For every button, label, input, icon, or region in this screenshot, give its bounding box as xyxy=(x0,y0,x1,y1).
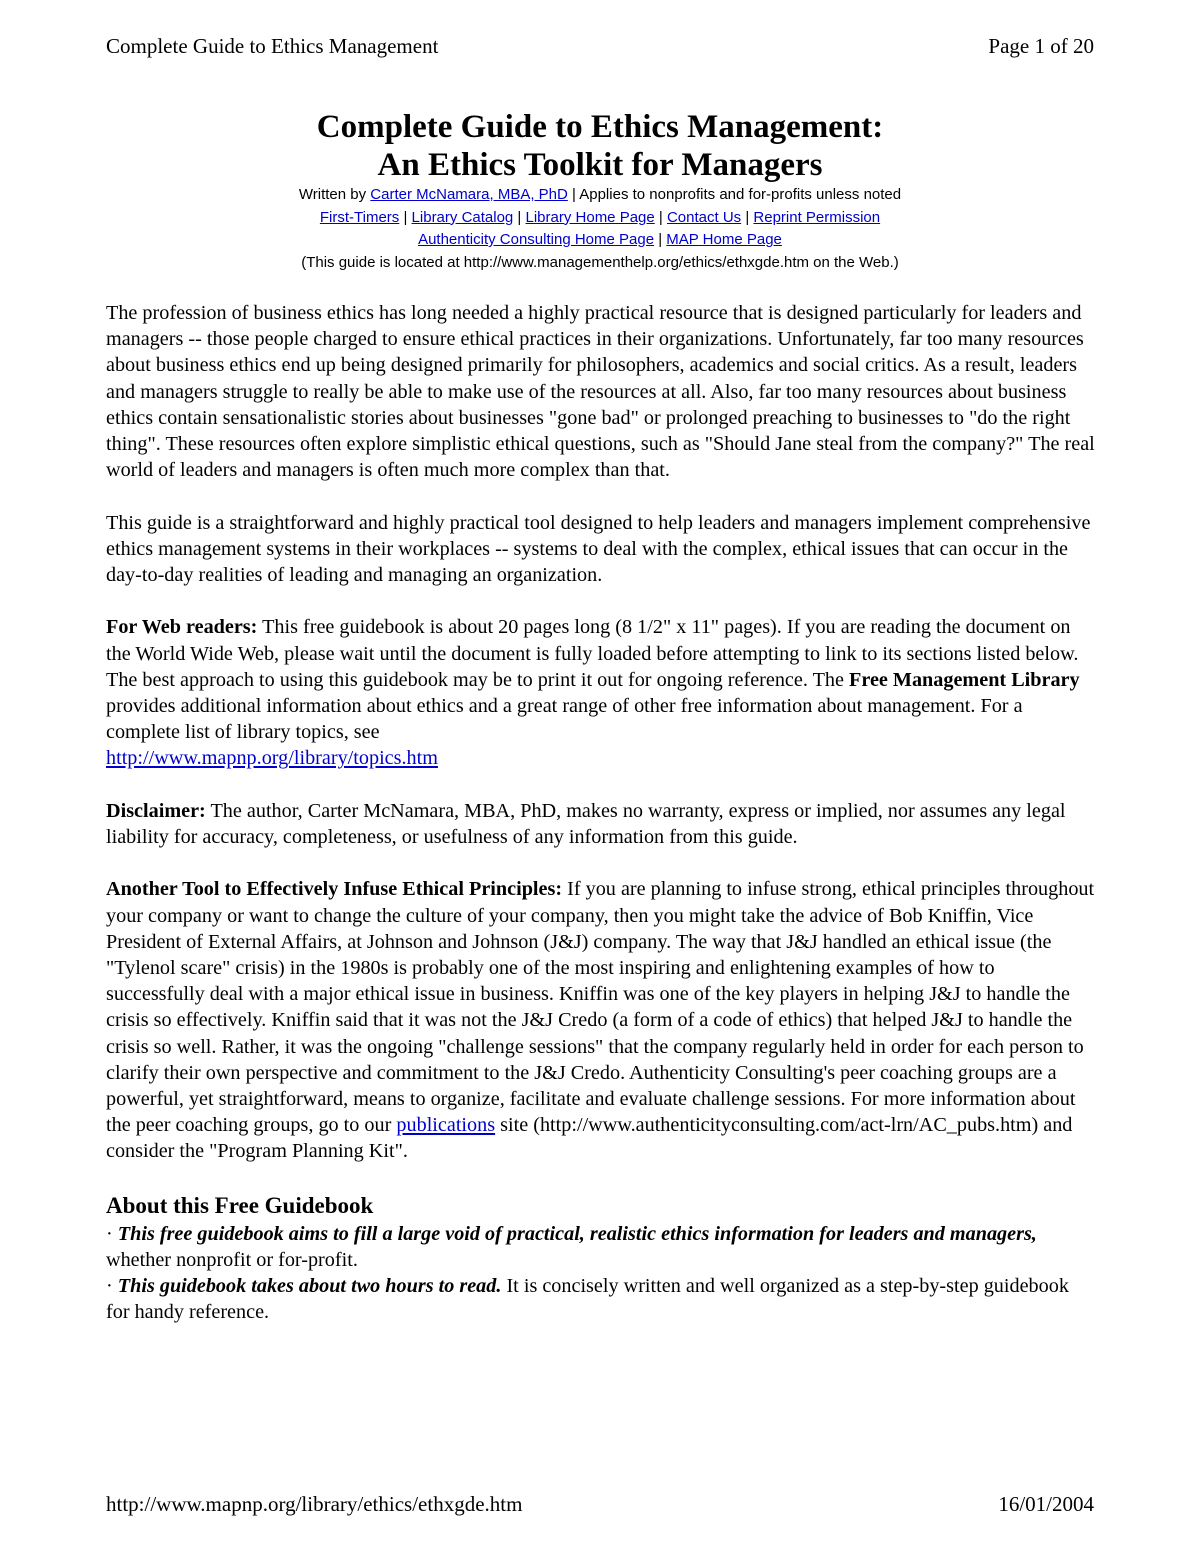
footer-date: 16/01/2004 xyxy=(998,1492,1094,1516)
bullet: · xyxy=(106,1222,118,1245)
first-timers-link[interactable]: First-Timers xyxy=(319,208,400,226)
title-block xyxy=(106,108,1094,274)
disclaimer-text: The author, Carter McNamara, MBA, PhD, makes no warranty, express or implied, nor assumes any legal liability for accuracy, completeness, or usefulness of any information from this guide. xyxy=(106,799,1066,849)
separator: | xyxy=(654,208,667,226)
applies-note: | Applies to nonprofits and for-profits unless noted xyxy=(567,186,902,203)
list-item xyxy=(106,1221,1096,1273)
header-doc-title: Complete Guide to Ethics Management xyxy=(106,34,439,58)
list-item-text: whether nonprofit or for-profit. xyxy=(106,1249,358,1272)
intro-paragraph-1: The profession of business ethics has long needed a highly practical resource that is designed particularly for leaders and managers -- those people charged to ensure ethical practices in their organizations. Unfortunately, far too many resources about business ethics end up being designed primarily for philosophers, academics and social critics. As a result, leaders and managers struggle to really be able to make use of the resources at all. Also, far too many resources about business ethics contain sensationalistic stories about businesses "gone bad" or prolonged preaching to businesses to "do the right thing". These resources often explore simplistic ethical questions, such as "Should Jane steal from the company?" The real world of leaders and managers is often much more complex than that. xyxy=(106,302,1095,482)
list-item xyxy=(106,1273,1096,1325)
web-readers-text: This free guidebook is about 20 pages long (8 1/2" x 11" pages). If you are reading the document on the World Wide Web, please wait until the document is fully loaded before attempting to link to its sections listed below. The best approach to using this guidebook may be to print it out for ongoing reference. The xyxy=(106,616,1079,691)
list-item-text: It is concisely written and well organized as a step-by-step guidebook for handy reference. xyxy=(106,1275,1069,1324)
bullet: · xyxy=(106,1275,118,1298)
reprint-permission-link[interactable]: Reprint Permission xyxy=(753,208,881,226)
library-home-page-link[interactable]: Library Home Page xyxy=(525,208,655,226)
page-footer xyxy=(106,1492,1094,1517)
publications-link[interactable]: publications xyxy=(396,1114,496,1137)
author-line xyxy=(106,184,1094,207)
authenticity-consulting-home-link[interactable]: Authenticity Consulting Home Page xyxy=(418,231,655,248)
header-page-number: Page 1 of 20 xyxy=(988,34,1094,58)
another-tool-text: site (http://www.authenticityconsulting.com/act-lrn/AC_pubs.htm) and consider the "Program Planning Kit". xyxy=(106,1114,1073,1163)
author-link[interactable]: Carter McNamara, MBA, PhD xyxy=(370,186,568,203)
separator: | xyxy=(654,231,667,248)
web-readers-text: provides additional information about ethics and a great range of other free information about management. For a complete list of library topics, see xyxy=(106,695,1023,744)
separator: | xyxy=(399,208,412,226)
web-readers-label: For Web readers: xyxy=(106,616,258,639)
contact-us-link[interactable]: Contact Us xyxy=(666,208,742,226)
topics-link[interactable]: http://www.mapnp.org/library/topics.htm xyxy=(106,747,438,770)
disclaimer-label: Disclaimer: xyxy=(106,799,206,822)
separator: | xyxy=(741,208,754,226)
list-item-emphasis: This guidebook takes about two hours to read. xyxy=(117,1275,502,1298)
document-title-line-2: An Ethics Toolkit for Managers xyxy=(377,147,823,183)
list-item-emphasis: This free guidebook aims to fill a large void of practical, realistic ethics information for leaders and managers, xyxy=(117,1222,1037,1245)
another-tool-text: If you are planning to infuse strong, ethical principles throughout your company or want to change the culture of your company, then you might take the advice of Bob Kniffin, Vice President of External Affairs, at Johnson and Johnson (J&J) company. The way that J&J handled an ethical issue (the "Tylenol scare" crisis) in the 1980s is probably one of the most inspiring and enlightening examples of how to successfully deal with a major ethical issue in business. Kniffin was one of the key players in helping J&J to handle the crisis so effectively. Kniffin said that it was not the J&J Credo (a form of a code of ethics) that helped J&J to handle the crisis so well. Rather, it was the ongoing "challenge sessions" that the company regularly held in order for each person to clarify their own perspective and commitment to the J&J Credo. Authenticity Consulting's peer coaching groups are a powerful, yet straightforward, means to organize, facilitate and evaluate challenge sessions. For more information about the peer coaching groups, go to our xyxy=(106,878,1095,1137)
library-catalog-link[interactable]: Library Catalog xyxy=(411,208,514,226)
written-by-label: Written by xyxy=(298,186,371,203)
document-title-line-1: Complete Guide to Ethics Management: xyxy=(316,109,884,145)
location-note: (This guide is located at http://www.managementhelp.org/ethics/ethxgde.htm on the Web.) xyxy=(301,253,899,271)
another-tool-paragraph xyxy=(106,876,1096,1164)
page-header xyxy=(106,34,1094,59)
separator: | xyxy=(513,208,526,226)
disclaimer-paragraph xyxy=(106,798,1096,850)
about-guidebook-list xyxy=(106,1221,1096,1326)
web-readers-paragraph xyxy=(106,614,1096,771)
free-management-library-label: Free Management Library xyxy=(849,668,1080,691)
another-tool-label: Another Tool to Effectively Infuse Ethical Principles: xyxy=(106,878,563,901)
map-home-page-link[interactable]: MAP Home Page xyxy=(666,231,782,248)
nav-links-row-2 xyxy=(106,229,1094,252)
about-guidebook-heading: About this Free Guidebook xyxy=(106,1192,374,1218)
footer-url: http://www.mapnp.org/library/ethics/ethxgde.htm xyxy=(106,1492,523,1516)
intro-paragraph-2: This guide is a straightforward and highly practical tool designed to help leaders and managers implement comprehensive ethics management systems in their workplaces -- systems to deal with the complex, ethical issues that can occur in the day-to-day realities of leading and managing an organization. xyxy=(106,511,1091,587)
nav-links-row-1 xyxy=(106,207,1094,230)
main-content xyxy=(106,300,1096,1326)
